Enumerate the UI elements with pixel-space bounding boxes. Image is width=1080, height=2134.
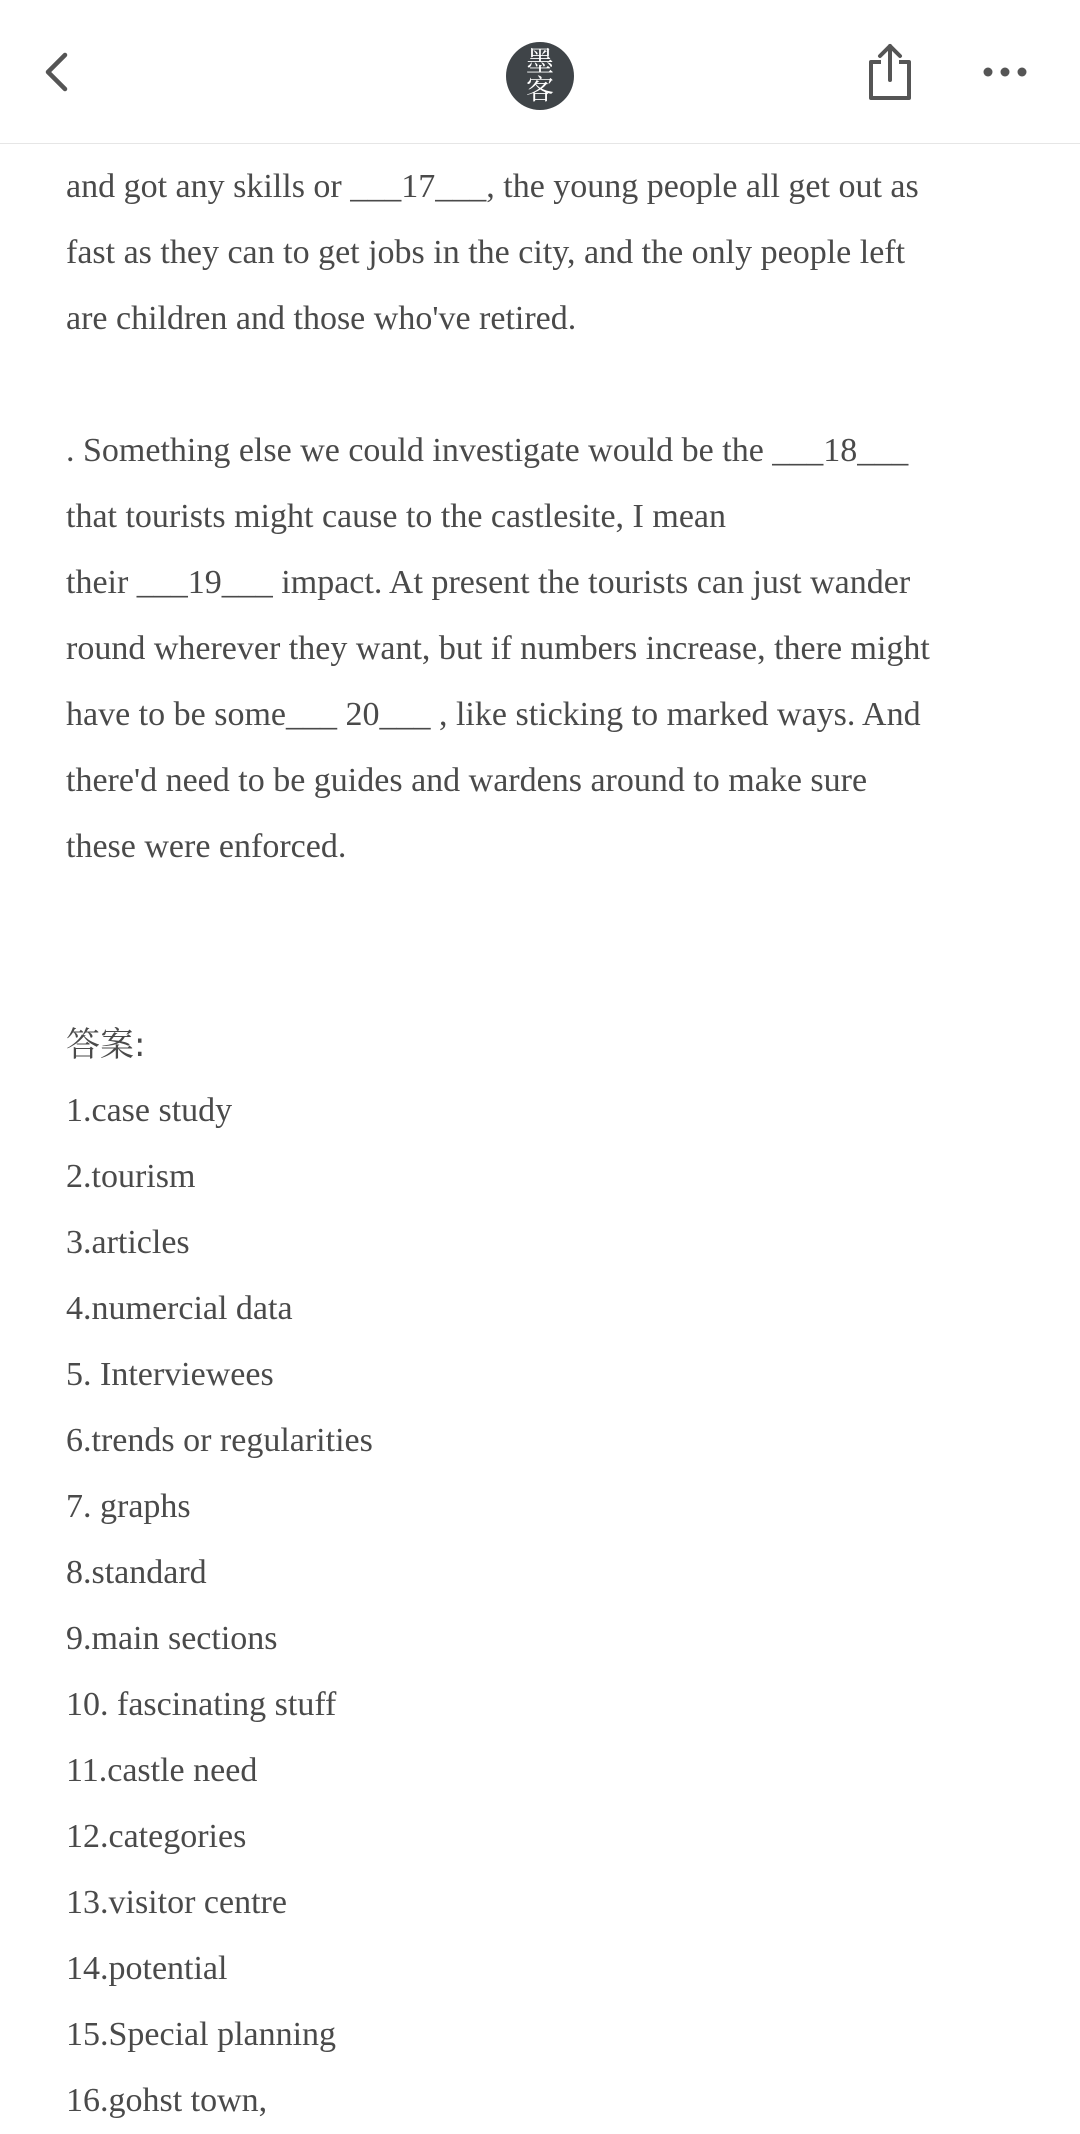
logo-top-char: 墨 [525, 45, 554, 78]
text-line: there'd need to be guides and wardens around to make sure [66, 762, 868, 799]
text-line: that tourists might cause to the castlesite, I mean [66, 498, 726, 535]
answer-item: 3.articles [66, 1224, 190, 1261]
text-line: . Something else we could investigate would be the ___18___ [66, 432, 909, 469]
answer-item: 11.castle need [66, 1752, 258, 1789]
answer-item: 16.gohst town, [66, 2082, 268, 2119]
section-spacer [66, 880, 1026, 1012]
answer-item: 4.numercial data [66, 1290, 293, 1327]
more-dots-icon [982, 66, 1028, 78]
answers-heading: 答案: [66, 1025, 146, 1065]
app-logo [506, 42, 574, 110]
paragraph-spacer [66, 352, 1026, 418]
answer-item: 8.standard [66, 1554, 207, 1591]
answer-item: 13.visitor centre [66, 1884, 287, 1921]
text-line: and got any skills or ___17___, the young people all get out as [66, 168, 919, 205]
share-icon [867, 42, 913, 102]
top-bar [0, 0, 1080, 144]
answer-item: 12.categories [66, 1818, 247, 1855]
answer-item: 10. fascinating stuff [66, 1686, 337, 1723]
text-line: fast as they can to get jobs in the city, and the only people left [66, 234, 906, 271]
answer-item: 14.potential [66, 1950, 228, 1987]
text-line: round wherever they want, but if numbers increase, there might [66, 630, 930, 667]
answer-item: 9.main sections [66, 1620, 278, 1657]
answer-item: 6.trends or regularities [66, 1422, 373, 1459]
share-button[interactable] [864, 36, 916, 108]
chevron-left-icon [39, 47, 73, 97]
text-line: are children and those who've retired. [66, 300, 577, 337]
more-options-button[interactable] [980, 52, 1030, 92]
answers-list [66, 1078, 1026, 2134]
answer-item: 2.tourism [66, 1158, 196, 1195]
text-line: these were enforced. [66, 828, 347, 865]
back-button[interactable] [30, 36, 82, 108]
article-content [66, 154, 1026, 2134]
answer-item: 15.Special planning [66, 2016, 337, 2053]
answer-item: 7. graphs [66, 1488, 191, 1525]
logo-bottom-char: 客 [525, 73, 554, 106]
text-line: have to be some___ 20___ , like sticking to marked ways. And [66, 696, 921, 733]
answer-item: 5. Interviewees [66, 1356, 274, 1393]
text-line: their ___19___ impact. At present the tourists can just wander [66, 564, 911, 601]
paragraph-2 [66, 418, 1026, 880]
paragraph-1 [66, 154, 1026, 352]
answer-item: 1.case study [66, 1092, 233, 1129]
